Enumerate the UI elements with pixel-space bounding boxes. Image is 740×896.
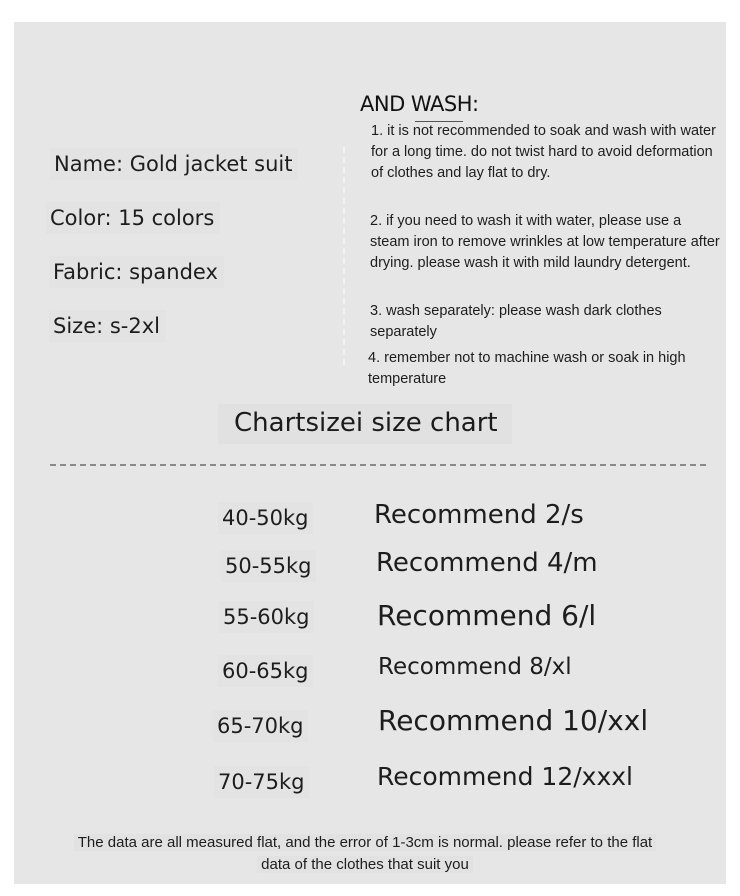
weight-range: 65-70kg <box>213 710 308 742</box>
size-recommendation: Recommend 10/xxl <box>378 704 649 737</box>
product-fabric: Fabric: spandex <box>49 256 224 288</box>
weight-range: 50-55kg <box>221 550 316 582</box>
footer-line-2: data of the clothes that suit you <box>257 856 473 873</box>
wash-title: AND WASH: <box>360 92 479 116</box>
product-size: Size: s-2xl <box>49 310 166 342</box>
weight-range: 55-60kg <box>219 601 314 633</box>
product-color: Color: 15 colors <box>46 202 220 234</box>
size-recommendation: Recommend 8/xl <box>378 654 572 680</box>
size-recommendation: Recommend 12/xxxl <box>377 762 633 791</box>
weight-range: 60-65kg <box>218 655 313 687</box>
footer-line-1: The data are all measured flat, and the error of 1-3cm is normal. please refer to the flat <box>74 834 656 851</box>
size-recommendation: Recommend 2/s <box>374 500 584 530</box>
weight-range: 40-50kg <box>218 502 313 534</box>
weight-range: 70-75kg <box>214 766 309 798</box>
footer-note <box>20 832 710 876</box>
size-recommendation: Recommend 4/m <box>376 548 598 578</box>
vertical-divider <box>343 147 345 365</box>
wash-item-1: 1. it is not recommended to soak and wash with water for a long time. do not twist hard to avoid deformation of clothes and lay flat to dry. <box>371 123 716 181</box>
chart-title: Chartsizei size chart <box>218 404 512 444</box>
dashed-divider <box>50 464 706 466</box>
wash-item-2: 2. if you need to wash it with water, please use a steam iron to remove wrinkles at low temperature after drying. please wash it with mild laundry detergent. <box>370 213 720 271</box>
wash-item-3: 3. wash separately: please wash dark clothes separately <box>370 303 662 340</box>
size-recommendation: Recommend 6/l <box>377 599 597 632</box>
product-name: Name: Gold jacket suit <box>50 148 298 180</box>
wash-item-4: 4. remember not to machine wash or soak in high temperature <box>368 350 686 387</box>
